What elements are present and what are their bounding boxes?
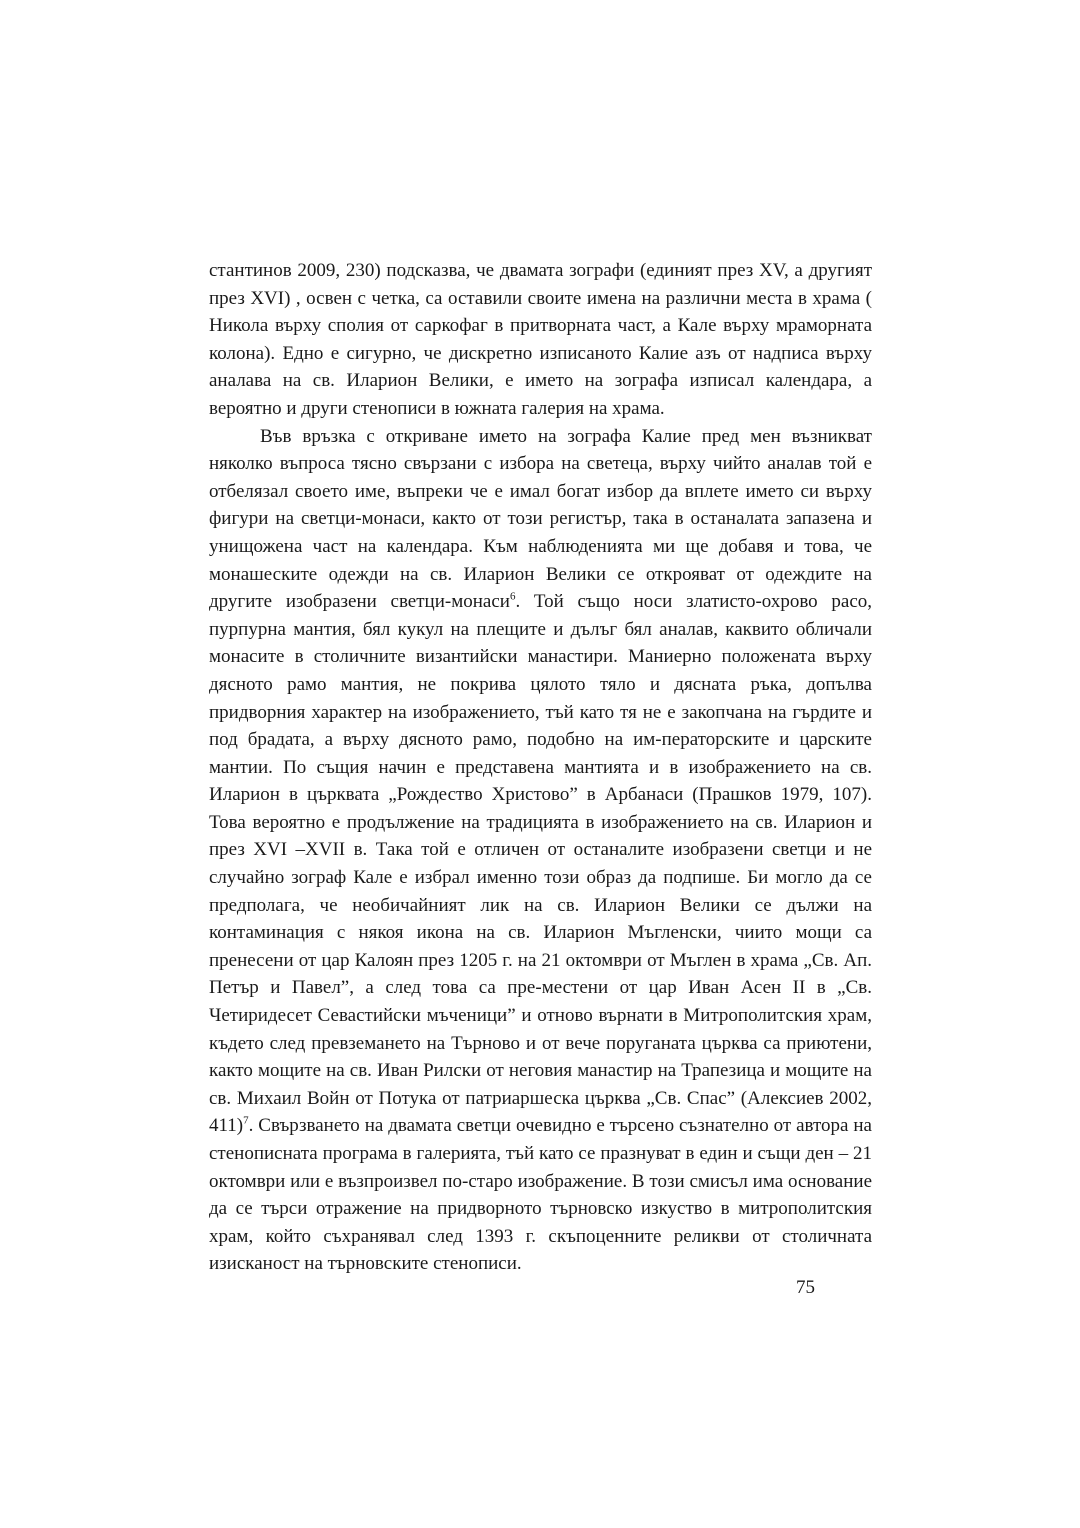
footnote-ref[interactable]: 6 [509,590,516,603]
paragraph-text: стантинов 2009, 230) подсказва, че двамата зографи (единият през XV, а другият през XVI) , освен с четка, са оставили своите имена на различни места в храма ( Никола върху сполия от саркофаг в притворната част, а Кале върху мраморната колона). Едно е сигурно, че дискретно изписаното Калие азъ от надписа върху аналава на св. Иларион Велики, е името на зографа изписал календара, а вероятно и други стенописи в южната галерия на храма. [209,260,872,419]
page-number: 75 [796,1277,815,1298]
body-text [209,257,872,1278]
paragraph [209,257,872,423]
paragraph-text: . Той също носи златисто-охрово расо, пурпурна мантия, бял кукул на плещите и дълъг бял аналав, каквито обличали монасите в столичните византийски манастири. Маниерно положената върху дясното рамо мантия, не покрива цялото тяло и дясната ръка, допълва придворния характер на изображението, тъй като тя не е закопчана на гърдите и под брадата, а върху дясното рамо, подобно на им-ператорските и царските мантии. По същия начин е представена мантията и в изображението на св. Иларион в църквата „Рождество Христово” в Арбанаси (Прашков 1979, 107). Това вероятно е продължение на традицията в изображението на св. Иларион и през XVI –XVII в. Така той е отличен от останалите изобразени светци и не случайно зограф Кале е избрал именно този образ да подпише. Би могло да се предполага, че необичайният лик на св. Иларион Велики се дължи на контаминация с някоя икона на св. Иларион Мъгленски, чиито мощи са пренесени от цар Калоян през 1205 г. на 21 октомври от Мъглен в храма „Св. Ап. Петър и Павел”, а след това са пре-местени от цар Иван Асен II в „Св. Четиридесет Севастийски мъченици” и отново върнати в Митрополитския храм, където след превземането на Търново и от вече поруганата църква са приютени, както мощите на св. Иван Рилски от неговия манастир на Трапезица и мощите на св. Михаил Войн от Потука от патриаршеска църква „Св. Спас” (Алексиев 2002, 411) [209,591,872,1137]
footnote-ref[interactable]: 7 [243,1115,249,1128]
paragraph-text: . Свързването на двамата светци очевидно е търсено съзнателно от автора на стенописната програма в галерията, тъй като се празнуват в един и същи ден – 21 октомври или е възпроизвел по-старо изображение. В този смисъл има основание да се търси отражение на придворното търновско изкуство в митрополитския храм, който съхранявал след 1393 г. скъпоценните реликви от столичната изисканост на търновските стенописи. [209,1115,872,1275]
paragraph-text: Във връзка с откриване името на зографа Калие пред мен възникват няколко въпроса тясно свързани с избора на светеца, върху чийто аналав той е отбелязал своето име, въпреки че е имал богат избор да вплете името си върху фигури на светци-монаси, както от този регистър, така в останалата запазена и унищожена част на календара. Към наблюденията ми ще добавя и това, че монашеските одежди на св. Иларион Велики се открояват от одеждите на другите изобразени светци-монаси [209,425,872,613]
paragraph [209,423,872,1278]
